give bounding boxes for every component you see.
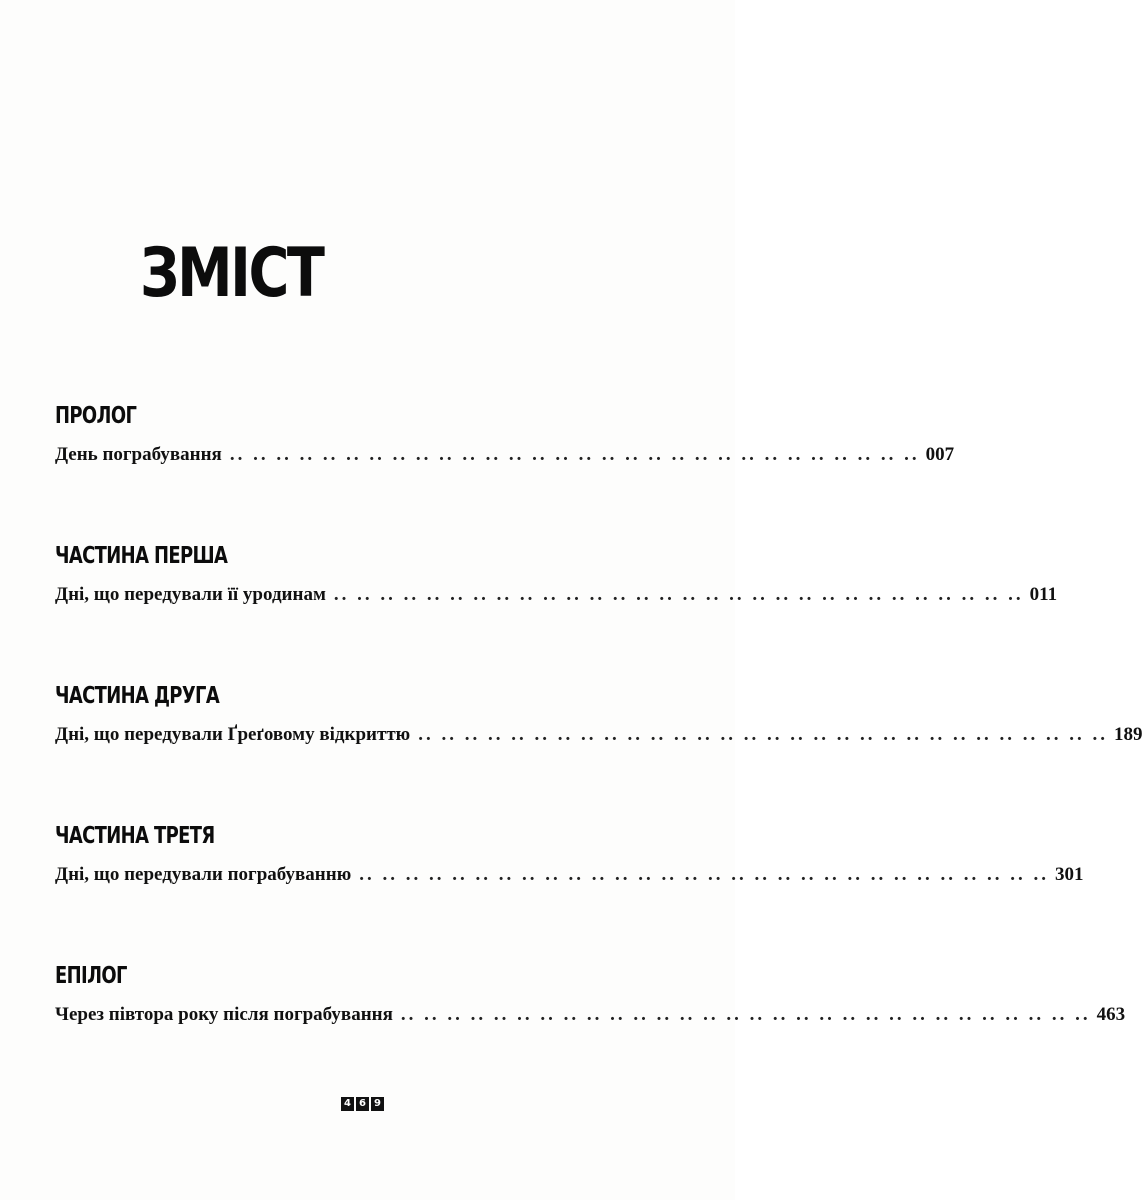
section-heading: ЧАСТИНА ДРУГА (55, 683, 220, 709)
section-heading: ЕПІЛОГ (55, 963, 127, 989)
dot-leader: .. .. .. .. .. .. .. .. .. .. .. .. .. .. .. .. .. .. .. .. .. .. .. .. .. .. .. .. .. .. (333, 584, 1024, 605)
toc-entry (55, 443, 955, 467)
entry-title: Дні, що передували пограбуванню (55, 864, 352, 885)
dot-leader: .. .. .. .. .. .. .. .. .. .. .. .. .. .. .. .. .. .. .. .. .. .. .. .. .. .. .. .. .. .. (418, 724, 1108, 745)
page-title: ЗМІСТ (140, 234, 323, 313)
toc-section-part-one (55, 543, 1058, 605)
toc-entry (55, 1003, 1126, 1027)
dot-leader: .. .. .. .. .. .. .. .. .. .. .. .. .. .. .. .. .. .. .. .. .. .. .. .. .. .. .. .. .. .. (229, 444, 920, 465)
dot-leader: .. .. .. .. .. .. .. .. .. .. .. .. .. .. .. .. .. .. .. .. .. .. .. .. .. .. .. .. .. .. (400, 1004, 1091, 1025)
toc-entry (55, 583, 1058, 607)
folio-digit: 6 (356, 1097, 369, 1111)
entry-page-number: 011 (1029, 584, 1058, 605)
page-number-folio (341, 1097, 384, 1111)
folio-digit: 9 (371, 1097, 384, 1111)
section-heading: ЧАСТИНА ПЕРША (55, 543, 228, 569)
toc-section-prologue (55, 403, 955, 465)
section-heading: ЧАСТИНА ТРЕТЯ (55, 823, 215, 849)
entry-page-number: 007 (925, 444, 955, 465)
section-heading: ПРОЛОГ (55, 403, 137, 429)
entry-page-number: 463 (1096, 1004, 1126, 1025)
folio-digit: 4 (341, 1097, 354, 1111)
entry-page-number: 189 (1113, 724, 1142, 745)
entry-title: Дні, що передували Ґреґовому відкриттю (55, 724, 411, 745)
entry-title: Дні, що передували її уродинам (55, 584, 326, 605)
toc-section-part-two (55, 683, 1142, 745)
entry-title: День пограбування (55, 444, 222, 465)
toc-entry (55, 863, 1084, 887)
toc-entry (55, 723, 1142, 747)
dot-leader: .. .. .. .. .. .. .. .. .. .. .. .. .. .. .. .. .. .. .. .. .. .. .. .. .. .. .. .. .. .. (359, 864, 1049, 885)
toc-section-epilogue (55, 963, 1126, 1025)
entry-page-number: 301 (1054, 864, 1084, 885)
toc-section-part-three (55, 823, 1084, 885)
entry-title: Через півтора року після пограбування (55, 1004, 393, 1025)
